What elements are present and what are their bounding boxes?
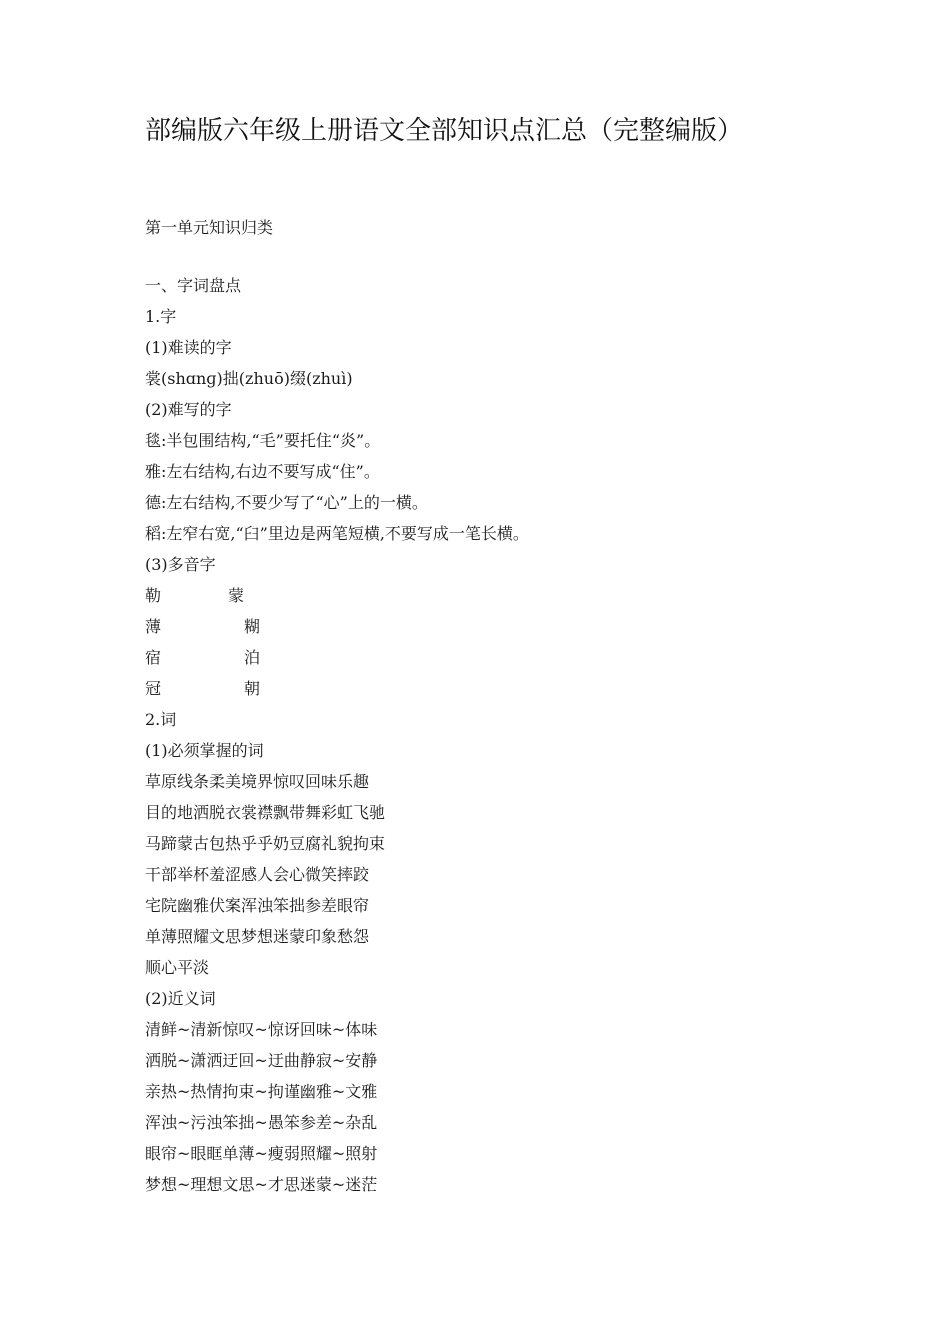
polyphonic-row [145,642,529,673]
word-list-line: 宅院幽雅伏案浑浊笨拙参差眼帘 [145,896,370,915]
polyphonic-row [145,673,529,704]
synonym-line: 浑浊~污浊笨拙~愚笨参差~杂乱 [145,1113,378,1132]
hard-to-write-item: 雅:左右结构,右边不要写成“住”。 [145,462,380,481]
word-list-line: 目的地洒脱衣裳襟飘带舞彩虹飞驰 [145,803,386,822]
unit-heading: 第一单元知识归类 [145,218,274,237]
word-list-line: 马蹄蒙古包热乎乎奶豆腐礼貌拘束 [145,834,386,853]
hard-to-read-heading: (1)难读的字 [145,338,232,357]
synonym-line: 亲热~热情拘束~拘谨幽雅~文雅 [145,1082,378,1101]
polyphonic-char: 泊 [244,648,261,667]
hard-to-write-item: 毯:半包围结构,“毛”要托住“炎”。 [145,431,381,450]
polyphonic-char: 薄 [145,617,162,636]
characters-heading: 1.字 [145,307,177,326]
polyphonic-row [145,580,529,611]
word-list-line: 草原线条柔美境界惊叹回味乐趣 [145,772,370,791]
synonym-line: 清鲜~清新惊叹~惊讶回味~体味 [145,1020,378,1039]
polyphonic-char: 宿 [145,648,162,667]
polyphonic-row [145,611,529,642]
hard-to-write-item: 稻:左窄右宽,“臼”里边是两笔短横,不要写成一笔长横。 [145,524,529,543]
polyphonic-char: 冠 [145,679,162,698]
section-heading: 一、字词盘点 [145,276,242,295]
must-master-heading: (1)必须掌握的词 [145,741,264,760]
synonym-line: 眼帘~眼眶单薄~瘦弱照耀~照射 [145,1144,378,1163]
synonym-line: 梦想~理想文思~才思迷蒙~迷茫 [145,1175,378,1194]
synonym-line: 洒脱~潇洒迂回~迂曲静寂~安静 [145,1051,378,1070]
polyphonic-char: 朝 [244,679,261,698]
words-heading: 2.词 [145,710,177,729]
synonyms-heading: (2)近义词 [145,989,216,1008]
spacer [145,243,529,270]
polyphonic-char: 糊 [244,617,261,636]
word-list-line: 顺心平淡 [145,958,210,977]
polyphonic-char: 勒 [145,586,162,605]
word-list-line: 干部举杯羞涩感人会心微笑摔跤 [145,865,370,884]
word-list-line: 单薄照耀文思梦想迷蒙印象愁怨 [145,927,370,946]
hard-to-read-line: 裳(shɑnɡ)拙(zhuō)缀(zhuì) [145,369,353,388]
document-title: 部编版六年级上册语文全部知识点汇总（完整编版） [145,116,744,146]
hard-to-write-heading: (2)难写的字 [145,400,232,419]
polyphonic-char: 蒙 [228,586,245,605]
document-body [145,212,529,1200]
polyphonic-heading: (3)多音字 [145,555,216,574]
hard-to-write-item: 德:左右结构,不要少写了“心”上的一横。 [145,493,428,512]
